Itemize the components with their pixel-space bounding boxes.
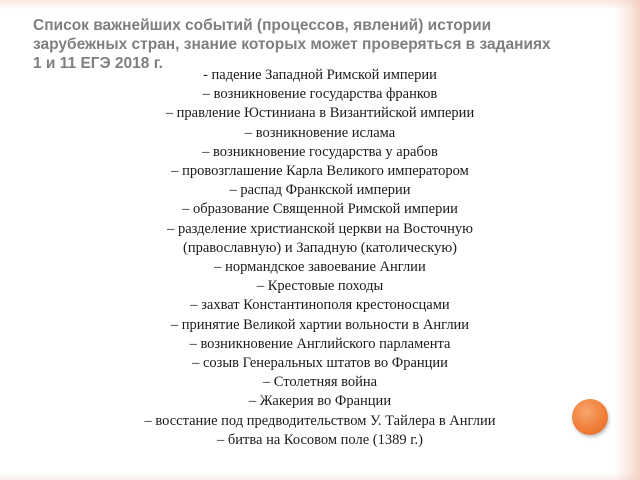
list-item: – битва на Косовом поле (1389 г.)	[217, 431, 423, 448]
orange-circle-decoration	[572, 399, 608, 435]
list-item: – возникновение государства у арабов	[202, 143, 438, 160]
list-item: – возникновение ислама	[244, 124, 396, 141]
list-item: – принятие Великой хартии вольности в Англии	[170, 316, 470, 333]
list-item: – Крестовые походы	[256, 278, 384, 295]
events-list	[100, 66, 540, 450]
list-item: – провозглашение Карла Великого императором	[171, 163, 469, 180]
list-item: – распад Франкской империи	[229, 182, 411, 199]
list-item: – возникновение государства франков	[202, 86, 438, 103]
slide-top-edge	[0, 0, 640, 10]
list-item: – захват Константинополя крестоносцами	[190, 297, 450, 314]
slide-title-line: 1 и 11 ЕГЭ 2018 г.	[33, 55, 163, 72]
slide-title-line: зарубежных стран, знание которых может проверяться в заданиях	[33, 36, 551, 53]
list-item: – образование Священной Римской империи	[182, 201, 458, 218]
list-item: – Жакерия во Франции	[248, 393, 392, 410]
list-item: - падение Западной Римской империи	[203, 67, 437, 83]
list-item: – восстание под предводительством У. Тайлера в Англии	[144, 412, 496, 429]
list-item: – созыв Генеральных штатов во Франции	[192, 355, 448, 372]
list-item: – правление Юстиниана в Византийской империи	[165, 105, 475, 122]
list-item: – Столетняя война	[262, 374, 378, 391]
list-item: (православную) и Западную (католическую)	[182, 239, 457, 256]
slide-bottom-edge	[0, 472, 640, 480]
list-item: – возникновение Английского парламента	[189, 335, 451, 352]
list-item: – нормандское завоевание Англии	[214, 259, 426, 276]
list-item: – разделение христианской церкви на Восточную	[167, 220, 473, 237]
slide-title	[33, 16, 633, 73]
slide-title-line: Список важнейших событий (процессов, явлений) истории	[33, 17, 492, 34]
